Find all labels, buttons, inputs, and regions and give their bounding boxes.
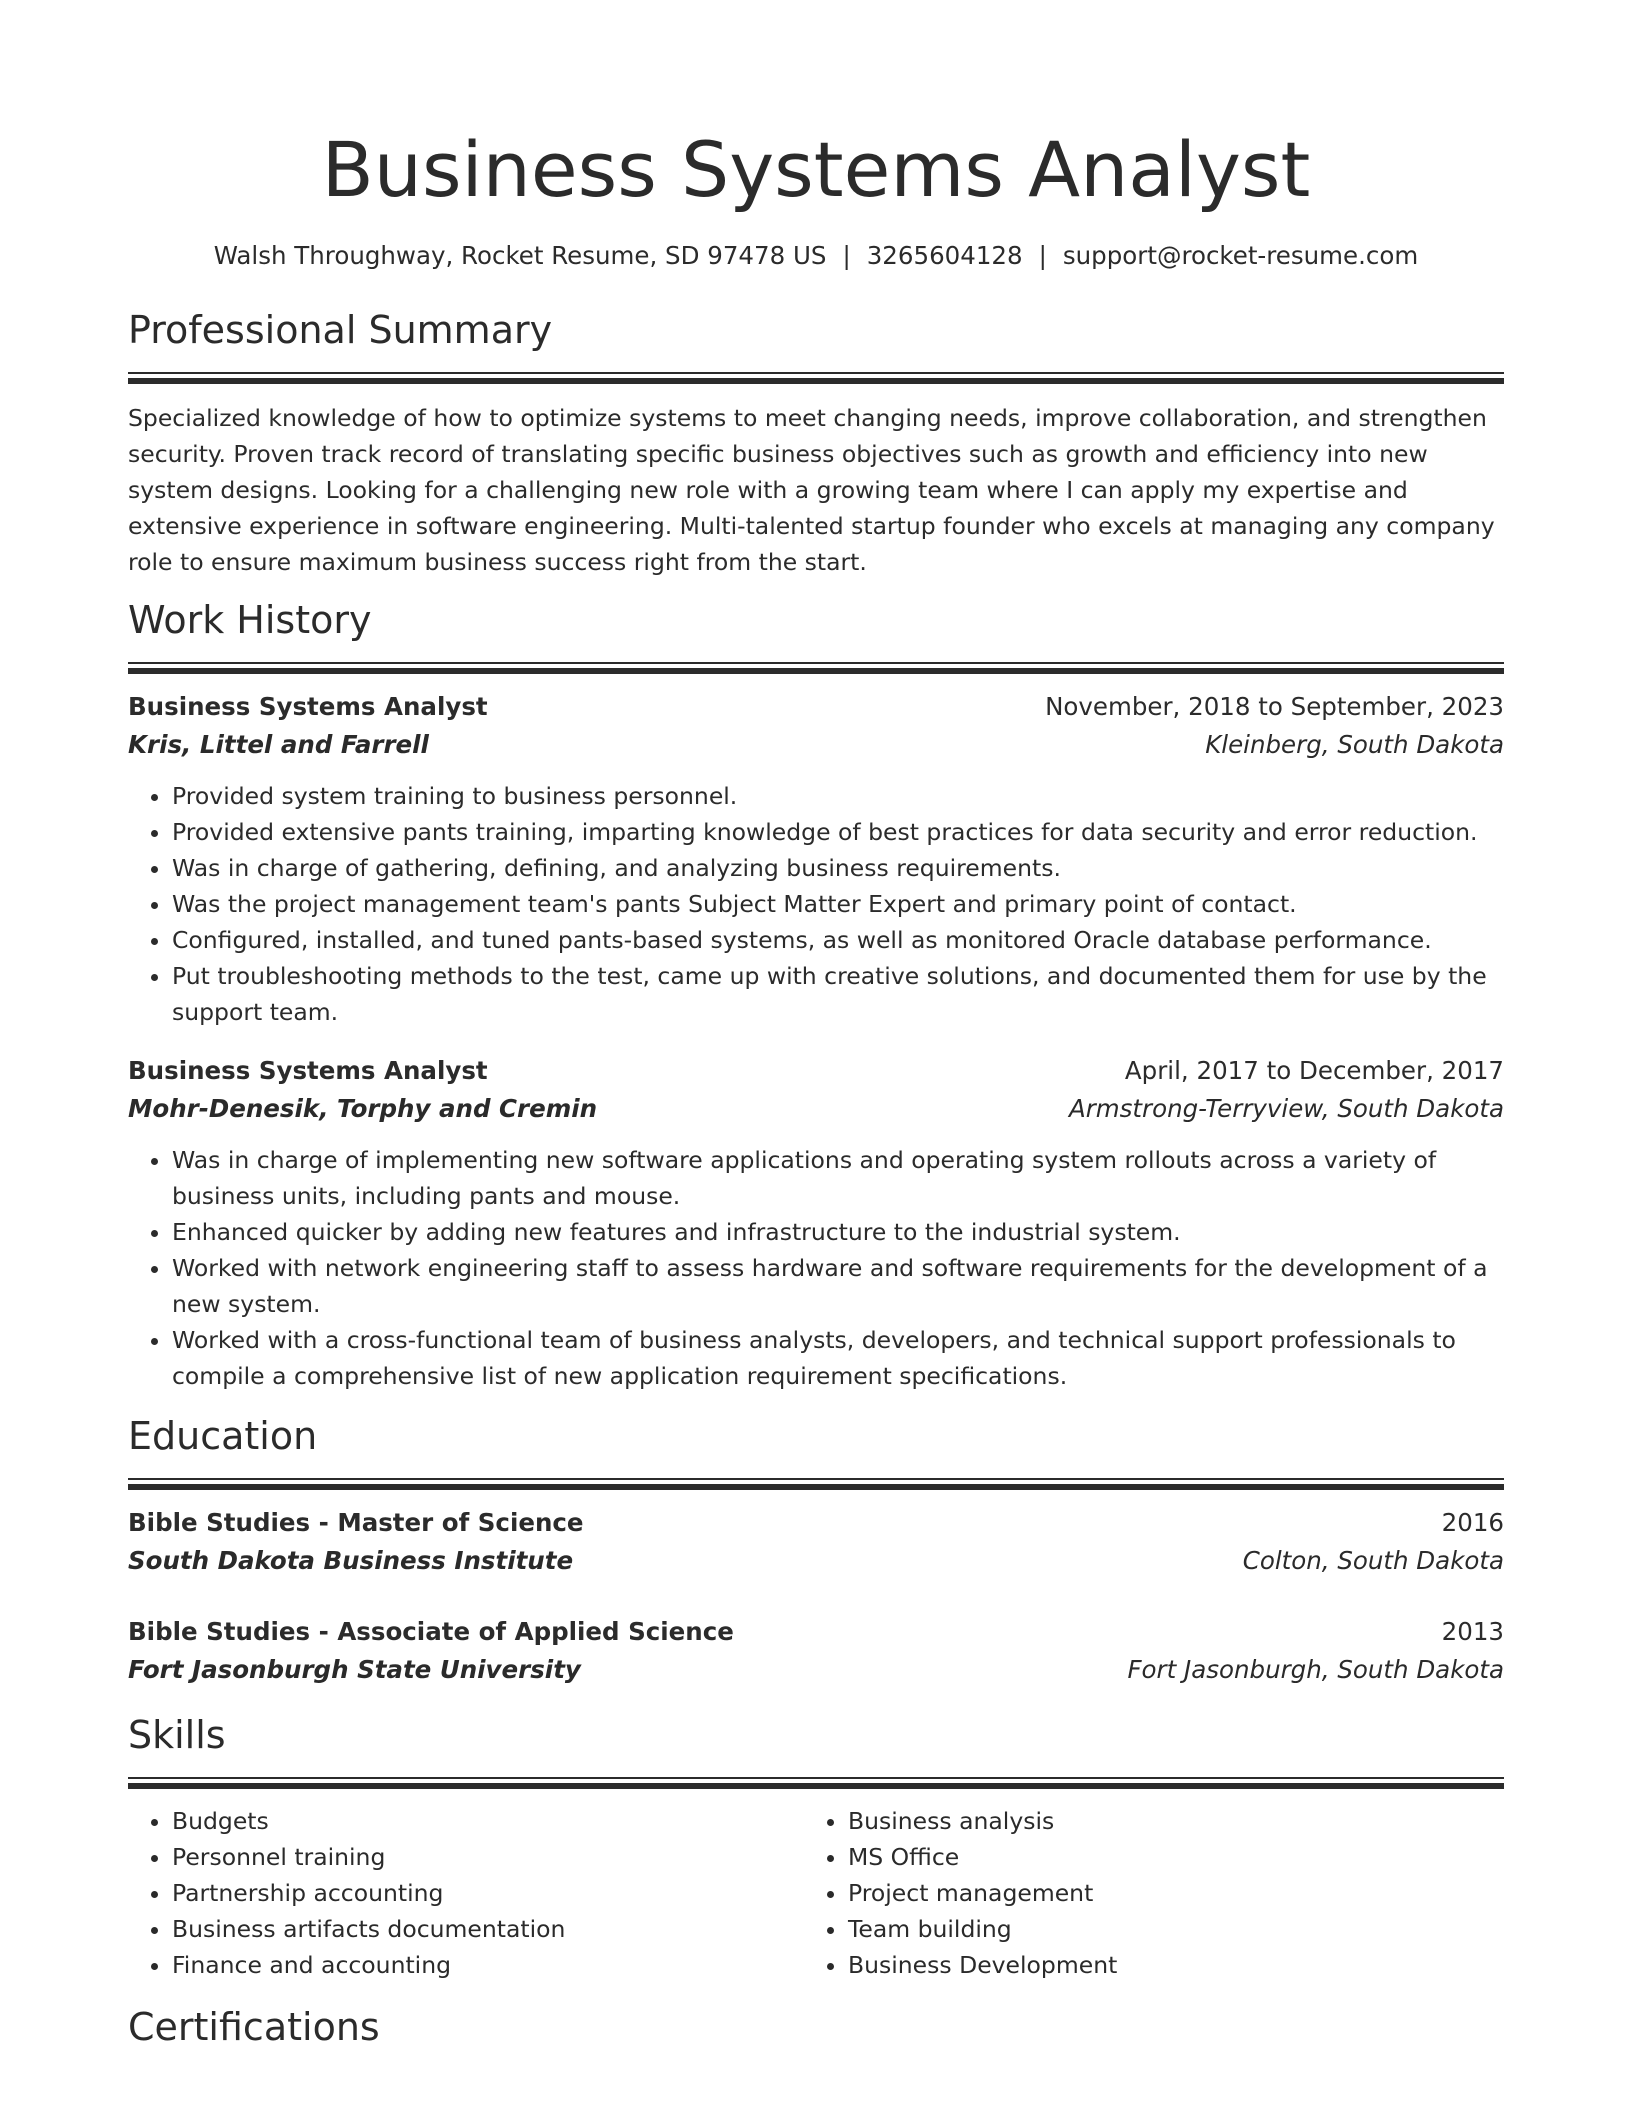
school-location: Fort Jasonburgh, South Dakota [1127, 1655, 1504, 1684]
section-divider [128, 1478, 1504, 1490]
skill-item: • Partnership accounting [172, 1875, 804, 1911]
job-title: Business Systems Analyst [128, 692, 488, 721]
school-name: South Dakota Business Institute [128, 1546, 574, 1575]
degree: Bible Studies - Associate of Applied Science [128, 1617, 734, 1646]
section-title-summary: Professional Summary [128, 308, 553, 352]
job-entry [128, 688, 1504, 1030]
job-bullet: • Was the project management team's pants Subject Matter Expert and primary point of contact. [172, 886, 1504, 922]
skill-item: • Business Development [848, 1947, 1480, 1983]
skill-item: • Business analysis [848, 1803, 1480, 1839]
skill-item: • Team building [848, 1911, 1480, 1947]
section-divider [128, 662, 1504, 674]
skill-item: • Finance and accounting [172, 1947, 804, 1983]
section-divider [128, 1777, 1504, 1789]
job-bullet: • Worked with a cross-functional team of business analysts, developers, and technical support professionals to compile a comprehensive list of new application requirement specifications. [172, 1322, 1504, 1394]
contact-address: Walsh Throughway, Rocket Resume, SD 97478 US [213, 241, 827, 270]
contact-separator: | [842, 241, 851, 270]
section-title-education: Education [128, 1414, 318, 1458]
school-name: Fort Jasonburgh State University [128, 1655, 581, 1684]
job-location: Armstrong-Terryview, South Dakota [1068, 1094, 1504, 1123]
resume-page [128, 0, 1504, 2051]
skill-item: • Business artifacts documentation [172, 1911, 804, 1947]
job-dates: November, 2018 to September, 2023 [1045, 692, 1504, 721]
contact-phone: 3265604128 [866, 241, 1023, 270]
job-bullets [128, 1142, 1504, 1394]
contact-email: support@rocket-resume.com [1062, 241, 1419, 270]
job-entry [128, 1052, 1504, 1394]
education-entry [128, 1613, 1504, 1689]
candidate-name: Business Systems Analyst [321, 125, 1311, 214]
degree: Bible Studies - Master of Science [128, 1508, 584, 1537]
school-location: Colton, South Dakota [1242, 1546, 1504, 1575]
job-company: Kris, Littel and Farrell [128, 730, 429, 759]
work-history-section [128, 596, 1504, 1394]
skills-section [128, 1711, 1504, 1983]
job-bullet: • Provided extensive pants training, imparting knowledge of best practices for data security and error reduction. [172, 814, 1504, 850]
job-bullets [128, 778, 1504, 1030]
education-section [128, 1412, 1504, 1689]
graduation-year: 2016 [1441, 1508, 1504, 1537]
certifications-section [128, 2003, 1504, 2051]
skills-list-right [804, 1803, 1480, 1983]
skill-item: • Budgets [172, 1803, 804, 1839]
section-title-certifications: Certifications [128, 2005, 380, 2049]
skill-item: • Personnel training [172, 1839, 804, 1875]
summary-text: Specialized knowledge of how to optimize systems to meet changing needs, improve collaboration, and strengthen security. Proven track record of translating specific business objectives such as growth and efficiency into new system designs. Looking for a challenging new role with a growing team where I can apply my expertise and extensive experience in software engineering. Multi-talented startup founder who excels at managing any company role to ensure maximum business success right from the start. [128, 404, 1495, 576]
skill-item: • MS Office [848, 1839, 1480, 1875]
job-company: Mohr-Denesik, Torphy and Cremin [128, 1094, 598, 1123]
job-bullet: • Worked with network engineering staff to assess hardware and software requirements for the development of a new system. [172, 1250, 1504, 1322]
job-bullet: • Configured, installed, and tuned pants-based systems, as well as monitored Oracle database performance. [172, 922, 1504, 958]
summary-section [128, 306, 1504, 580]
skills-list-left [128, 1803, 804, 1983]
section-title-skills: Skills [128, 1713, 226, 1757]
job-bullet: • Put troubleshooting methods to the test, came up with creative solutions, and documented them for use by the support team. [172, 958, 1504, 1030]
job-bullet: • Was in charge of implementing new software applications and operating system rollouts across a variety of business units, including pants and mouse. [172, 1142, 1504, 1214]
job-location: Kleinberg, South Dakota [1205, 730, 1504, 759]
section-divider [128, 372, 1504, 384]
job-bullet: • Was in charge of gathering, defining, and analyzing business requirements. [172, 850, 1504, 886]
contact-line [128, 240, 1504, 272]
skill-item: • Project management [848, 1875, 1480, 1911]
job-title: Business Systems Analyst [128, 1056, 488, 1085]
education-entry [128, 1504, 1504, 1580]
job-bullet: • Enhanced quicker by adding new features and infrastructure to the industrial system. [172, 1214, 1504, 1250]
graduation-year: 2013 [1441, 1617, 1504, 1646]
job-dates: April, 2017 to December, 2017 [1124, 1056, 1504, 1085]
skills-columns [128, 1803, 1504, 1983]
contact-separator: | [1038, 241, 1047, 270]
section-title-work-history: Work History [128, 598, 372, 642]
job-bullet: • Provided system training to business personnel. [172, 778, 1504, 814]
